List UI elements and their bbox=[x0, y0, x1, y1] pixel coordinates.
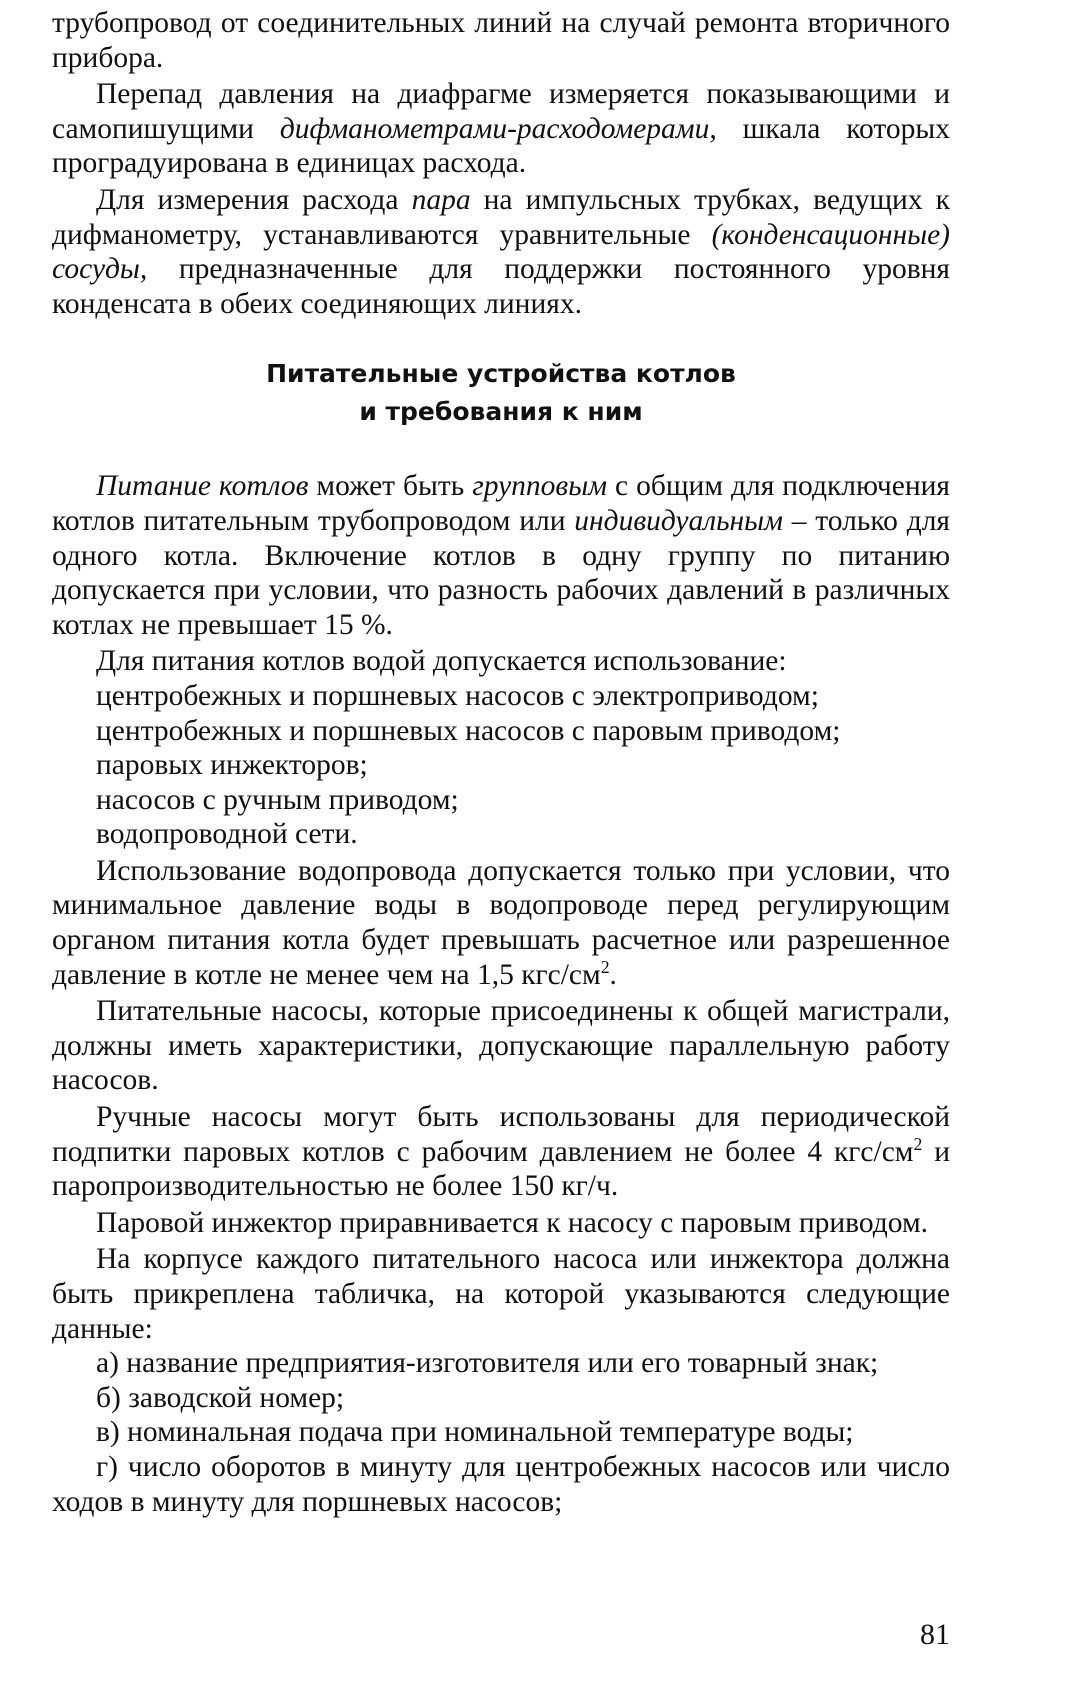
list-item: паровых инжекторов; bbox=[96, 749, 368, 782]
paragraph-feeding: Питание котлов может быть групповым с общим для подключения котлов питательным трубопроводом или индивидуальным – только для одного котла. Включение котлов в одну группу по питанию допускается при условии, что разность рабочих давлений в различных котлах не превышает 15 %. bbox=[52, 470, 950, 641]
list-item: водопроводной сети. bbox=[96, 818, 358, 851]
paragraph-steam-flow: Для измерения расхода пара на импульсных трубках, ведущих к дифманометру, устанавливаются уравнительные (конденсационные) сосуды, предназначенные для поддержки постоянного уровня конденсата в обеих соединяющих линиях. bbox=[52, 183, 950, 320]
page-body bbox=[52, 6, 950, 1519]
paragraph-differential: Перепад давления на диафрагме измеряется показывающими и самопишущими дифманометрами-расходомерами, шкала которых проградуирована в единицах расхода. bbox=[52, 78, 950, 180]
list-item: б) заводской номер; bbox=[96, 1381, 345, 1414]
page-number: 81 bbox=[920, 1618, 950, 1651]
paragraph-water-pipe: Использование водопровода допускается только при условии, что минимальное давление воды в водопроводе перед регулирующим органом питания котла будет превышать расчетное или разрешенное давление в котле не менее чем на 1,5 кгс/$см^2$. bbox=[52, 854, 950, 991]
list-item: г) число оборотов в минуту для центробежных насосов или число ходов в минуту для поршневых насосов; bbox=[52, 1450, 950, 1518]
list-item: в) номинальная подача при номинальной температуре воды; bbox=[96, 1416, 854, 1449]
list-item: центробежных и поршневых насосов с паровым приводом; bbox=[96, 714, 841, 747]
paragraph-manual-pumps: Ручные насосы могут быть использованы для периодической подпитки паровых котлов с рабочим давлением не более 4 кгс/$см^2$ и паропроизводительностью не более 150 кг/ч. bbox=[52, 1101, 950, 1203]
section-heading: Питательные устройства котлов и требования к ним bbox=[266, 359, 736, 427]
paragraph-continued: трубопровод от соединительных линий на случай ремонта вторичного прибора. bbox=[52, 7, 950, 74]
list-item: насосов с ручным приводом; bbox=[96, 783, 459, 816]
list-item: центробежных и поршневых насосов с электроприводом; bbox=[96, 679, 819, 712]
nameplate-list bbox=[52, 1346, 950, 1519]
paragraph-water-intro: Для питания котлов водой допускается использование: bbox=[96, 645, 787, 678]
water-source-list bbox=[52, 679, 950, 852]
paragraph-feed-pumps: Питательные насосы, которые присоединены к общей магистрали, должны иметь характеристики, допускающие параллельную работу насосов. bbox=[52, 995, 950, 1097]
list-item: а) название предприятия-изготовителя или его товарный знак; bbox=[96, 1347, 879, 1380]
paragraph-nameplate: На корпусе каждого питательного насоса или инжектора должна быть прикреплена табличка, на которой указываются следующие данные: bbox=[52, 1243, 950, 1345]
paragraph-injector: Паровой инжектор приравнивается к насосу с паровым приводом. bbox=[96, 1206, 929, 1239]
